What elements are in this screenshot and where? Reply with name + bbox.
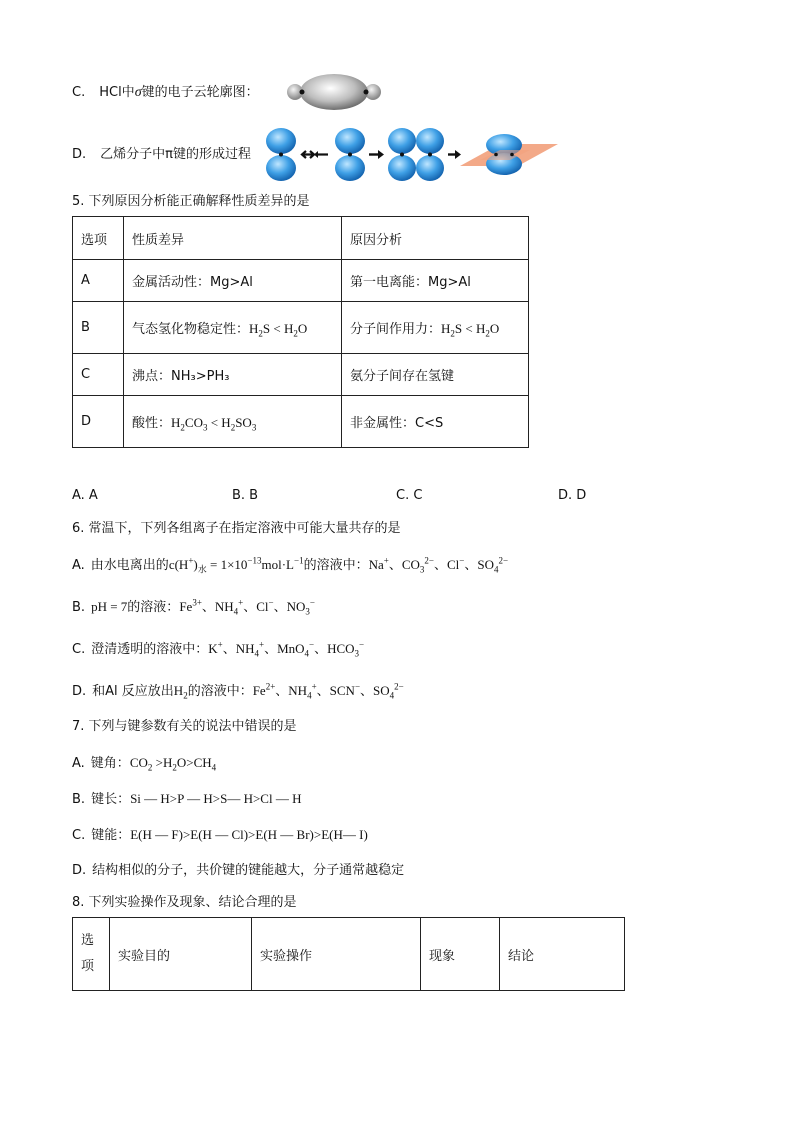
q5-choice-b: B. B	[232, 488, 259, 503]
q6-option-c: C. 澄清透明的溶液中：K+、$NH_4^+$、MnO$_4$−、$HCO_3^-$	[72, 639, 365, 659]
p-orbital-pair	[388, 128, 444, 181]
p-orbital-2	[335, 128, 365, 181]
table-row: C 沸点：NH₃>PH₃ 氨分子间存在氢键	[73, 354, 529, 396]
q5-stem: 5. 下列原因分析能正确解释性质差异的是	[72, 194, 310, 209]
q5-choice-c: C. C	[396, 488, 423, 503]
table-row: A 金属活动性：Mg>Al 第一电离能：Mg>Al	[73, 260, 529, 302]
q7-option-a: A. 键角：$CO_2 >H_2O>CH_4$	[72, 755, 217, 773]
q8-stem: 8. 下列实验操作及现象、结论合理的是	[72, 895, 297, 910]
q8-header-purpose: 实验目的	[110, 918, 252, 991]
q5-header-diff: 性质差异	[124, 217, 342, 260]
formula-ph7: pH = 7	[91, 599, 128, 614]
formula-bond-length: Si — H>P — H>S— H>Cl — H	[130, 791, 302, 806]
formula-bond-angle: $CO_2 >H_2O>CH_4$	[129, 755, 217, 773]
q5-choice-a: A. A	[72, 488, 98, 503]
q7-option-c: C. 键能：E(H — F)>E(H — Cl)>E(H — Br)>E(H— I)	[72, 827, 368, 843]
q8-header-operation: 实验操作	[252, 918, 421, 991]
table-row: B 气态氢化物稳定性：$H_2S < H_2O$ 分子间作用力：$H_2S < H_2O$	[73, 302, 529, 354]
ions-c: K+、$NH_4^+$、MnO$_4$−、$HCO_3^-$	[208, 639, 365, 659]
formula-h2s-lt-h2o: $H_2S < H_2O$	[249, 321, 308, 339]
q8-table	[72, 917, 625, 991]
ions-d: $Fe^{2+}$、$NH_4^+$、SCN−、$SO_4^{2-}$	[252, 681, 404, 701]
ions-a: Na+、$CO_3^{2-}$、Cl−、$SO_4^{2-}$	[368, 555, 509, 575]
q4-option-d: D. 乙烯分子中π键的形成过程	[72, 147, 251, 162]
q5-header-option: 选项	[73, 217, 124, 260]
q5-table	[72, 216, 529, 448]
q8-header-conclusion: 结论	[500, 918, 625, 991]
formula-h2co3-lt-h2so3: $H_2CO_3 < H_2SO_3$	[171, 415, 257, 433]
q7-stem: 7. 下列与键参数有关的说法中错误的是	[72, 719, 297, 734]
q4-option-c: C. HCl中σ键的电子云轮廓图：	[72, 85, 259, 100]
q7-option-d: D. 结构相似的分子，共价键的键能越大，分子通常越稳定	[72, 863, 405, 878]
q7-option-b: B. 键长：Si — H>P — H>S— H>Cl — H	[72, 791, 302, 807]
formula-water-h-concentration: $c(H^+)_水 = 1\times 10^{-13}mol\cdot L^{-1}$	[168, 555, 304, 575]
sigma-symbol: σ	[134, 85, 142, 100]
q6-option-b: B. pH = 7的溶液：$Fe^{3+}$、$NH_4^+$、Cl−、$NO_3^-$	[72, 597, 315, 617]
q6-stem: 6. 常温下，下列各组离子在指定溶液中可能大量共存的是	[72, 521, 401, 536]
pi-bond-formation-diagram	[262, 126, 560, 184]
q5-choice-d: D. D	[558, 488, 587, 503]
p-orbital-1	[266, 128, 296, 181]
formula-h2: $H_2$	[173, 683, 188, 701]
q5-header-row	[73, 217, 529, 260]
ions-b: $Fe^{3+}$、$NH_4^+$、Cl−、$NO_3^-$	[179, 597, 315, 617]
formula-h2s-lt-h2o-2: $H_2S < H_2O$	[441, 321, 500, 339]
table-row: D 酸性：$H_2CO_3 < H_2SO_3$ 非金属性：C<S	[73, 396, 529, 448]
q8-header-option: 选 项	[73, 918, 110, 991]
q5-header-reason: 原因分析	[342, 217, 529, 260]
q8-header-phenomenon: 现象	[421, 918, 500, 991]
q6-option-d: D. 和Al 反应放出$H_2$的溶液中：$Fe^{2+}$、$NH_4^+$、SCN−、$SO_4^{2-}$	[72, 681, 404, 701]
q8-header-row	[73, 918, 625, 991]
q6-option-a: A. 由水电离出的$c(H^+)_水 = 1\times 10^{-13}mol\cdot L^{-1}$的溶液中：Na+、$CO_3^{2-}$、Cl−、$SO_4^{2-}$	[72, 555, 509, 575]
pi-bond-result	[460, 134, 558, 175]
sigma-bond-electron-cloud-diagram	[286, 72, 386, 112]
formula-bond-energy: E(H — F)>E(H — Cl)>E(H — Br)>E(H— I)	[130, 827, 368, 842]
